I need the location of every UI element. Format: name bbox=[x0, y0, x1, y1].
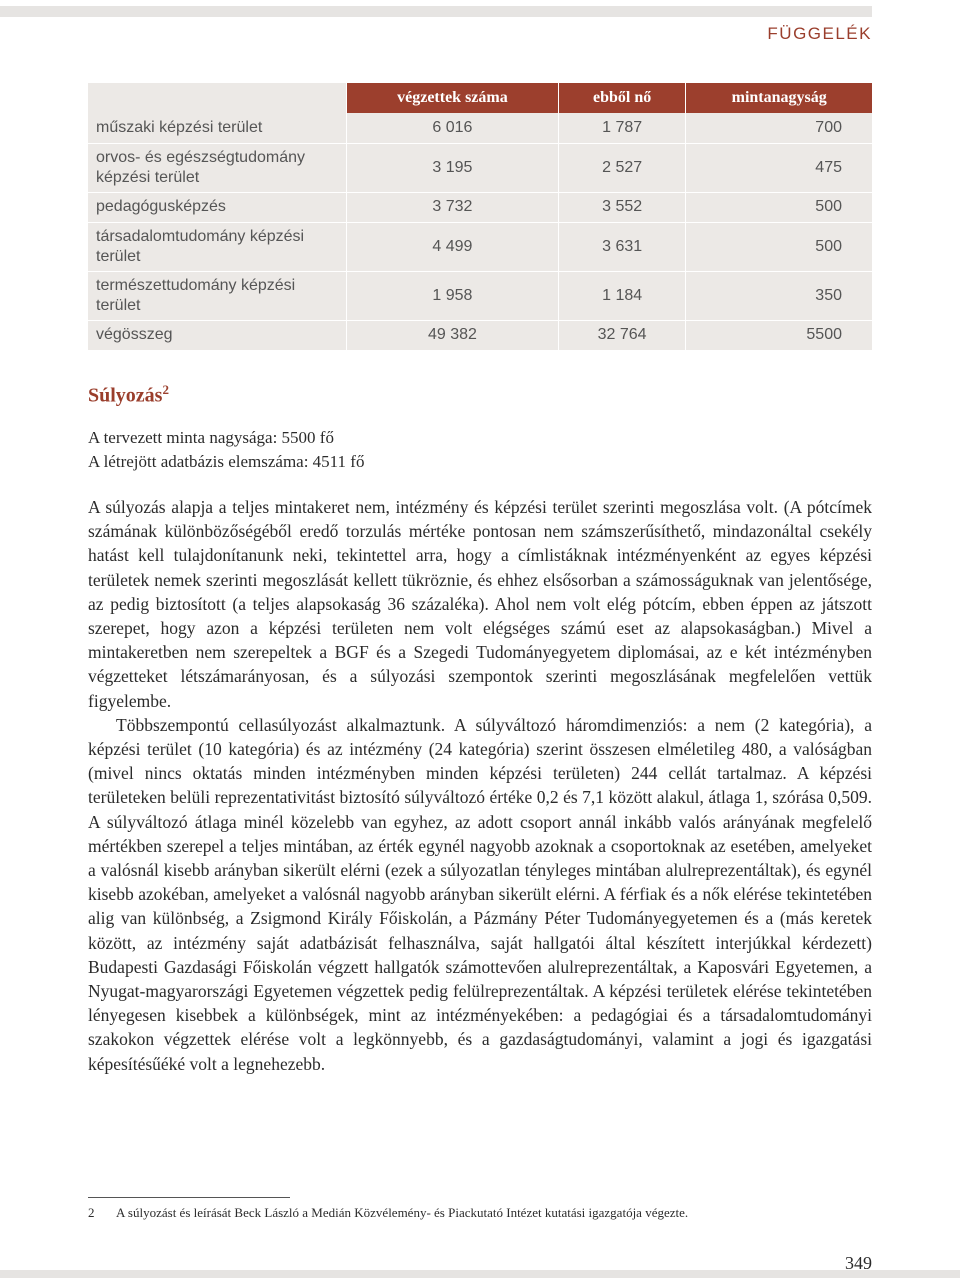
cell-vegzettek: 49 382 bbox=[347, 320, 559, 350]
cell-minta: 500 bbox=[686, 192, 872, 222]
row-label: végösszeg bbox=[88, 320, 347, 350]
statistics-table bbox=[88, 83, 872, 350]
row-label: társadalomtudomány képzési terület bbox=[88, 222, 347, 271]
table-header-row bbox=[88, 83, 872, 113]
cell-minta: 5500 bbox=[686, 320, 872, 350]
footnote-text: A súlyozást és leírását Beck László a Medián Közvélemény- és Piackutató Intézet kutatási igazgatója végezte. bbox=[116, 1205, 689, 1220]
table-header-minta: mintanagyság bbox=[686, 83, 872, 113]
row-label: orvos- és egészségtudomány képzési terület bbox=[88, 143, 347, 192]
cell-vegzettek: 6 016 bbox=[347, 113, 559, 143]
table-row bbox=[88, 113, 872, 143]
row-label: pedagógusképzés bbox=[88, 192, 347, 222]
table-row bbox=[88, 143, 872, 192]
section-title-text: Súlyozás bbox=[88, 384, 163, 407]
cell-vegzettek: 4 499 bbox=[347, 222, 559, 271]
footnote-number: 2 bbox=[88, 1205, 95, 1220]
running-header: FÜGGELÉK bbox=[767, 24, 872, 43]
table-row bbox=[88, 271, 872, 320]
cell-no: 1 787 bbox=[558, 113, 686, 143]
row-label: műszaki képzési terület bbox=[88, 113, 347, 143]
cell-minta: 350 bbox=[686, 271, 872, 320]
footnote-ref: 2 bbox=[162, 382, 169, 397]
cell-minta: 475 bbox=[686, 143, 872, 192]
cell-minta: 700 bbox=[686, 113, 872, 143]
top-bar bbox=[0, 6, 872, 17]
row-label: természettudomány képzési terület bbox=[88, 271, 347, 320]
paragraph: A súlyozás alapja a teljes mintakeret nem, intézmény és képzési terület szerinti megoszlása volt. (A pótcímek számának különbözőségéből eredő torzulás mértéke pontosan nem számszerűsíthető, mindazonáltal csekély hatást kell tulajdonítanunk neki, tekintettel arra, hogy a címlistáknak intézményenként az egyes képzési területek nemek szerinti megoszlását kellett tükröznie, és ehhez elsősorban a számosságuknak van jelentősége, az pedig biztosított (a teljes alapsokaság 36 százaléka). Ahol nem volt elég pótcím, ebben éppen az játszott szerepet, hogy azon a képzési területen nem volt elégséges számú eset az alapsokaságban.) Mivel a mintakeretben nem szerepeltek a BGF és a Szegedi Tudományegyetem diplomásai, az e két intézményben végzetteket létszámarányosan, és a súlyozási szempontok szerinti megoszlásának megfelelően vettük figyelembe. bbox=[88, 497, 872, 711]
table-header-vegzettek: végzettek száma bbox=[347, 83, 559, 113]
footnote-divider bbox=[88, 1197, 290, 1198]
cell-no: 3 631 bbox=[558, 222, 686, 271]
cell-no: 1 184 bbox=[558, 271, 686, 320]
cell-vegzettek: 1 958 bbox=[347, 271, 559, 320]
bottom-bar bbox=[0, 1270, 960, 1278]
cell-vegzettek: 3 732 bbox=[347, 192, 559, 222]
section-title bbox=[88, 382, 169, 408]
table-header-empty bbox=[88, 83, 347, 113]
cell-vegzettek: 3 195 bbox=[347, 143, 559, 192]
table-row bbox=[88, 192, 872, 222]
table-header-no: ebből nő bbox=[558, 83, 686, 113]
planned-sample-size: A tervezett minta nagysága: 5500 fő bbox=[88, 428, 334, 447]
body-text bbox=[88, 495, 872, 1076]
actual-sample-size: A létrejött adatbázis elemszáma: 4511 fő bbox=[88, 452, 365, 471]
table-row bbox=[88, 222, 872, 271]
table-total-row bbox=[88, 320, 872, 350]
paragraph: Többszempontú cellasúlyozást alkalmaztunk. A súlyváltozó háromdimenziós: a nem (2 kategória), a képzési terület (10 kategória) és az intézmény (24 kategória) szerint összesen elméletileg 480, a valóságban (mivel nincs oktatás minden intézményben minden képzési területen) 244 cellát tartalmaz. A képzési területeken belüli reprezentativitást biztosító súlyváltozó értéke 0,2 és 7,1 között alakul, átlaga 1, szórása 0,509. A súlyváltozó átlaga minél közelebb van egyhez, az adott csoport annál inkább valós arányának megfelelő mértékben szerepel a teljes mintában, az érték egynél nagyobb azoknak a csoportoknak az esetében, amelyeket a valósnál kisebb arányban sikerült elérni (ezek a súlyozatlan tényleges mintában alulreprezentáltak), és egynél kisebb azokéban, amelyeket a valósnál nagyobb arányban sikerült elérni. A férfiak és a nők elérése tekintetében alig van különbség, a Zsigmond Király Főiskolán, a Pázmány Péter Tudományegyetemen és a (más keretek között, az intézmény saját adatbázisát felhasználva, saját hallgatói által készített interjúkkal kérdezett) Budapesti Gazdasági Főiskolán végzett hallgatók számottevően alulreprezentáltak, a Kaposvári Egyetemen, a Nyugat-magyarországi Egyetemen végzettek pedig felülreprezentáltak. A képzési területek elérése tekintetében lényegesen kisebbek a különbségek, mint az intézményekében: a pedagógiai és a társadalomtudományi szakokon végzettek elérése volt a legkönnyebb, és a gazdaságtudományi, valamint a jogi és igazgatási képesítésűéké volt a legnehezebb. bbox=[88, 714, 872, 1074]
cell-minta: 500 bbox=[686, 222, 872, 271]
cell-no: 32 764 bbox=[558, 320, 686, 350]
cell-no: 2 527 bbox=[558, 143, 686, 192]
footnote bbox=[88, 1205, 688, 1221]
page-number: 349 bbox=[845, 1253, 872, 1273]
cell-no: 3 552 bbox=[558, 192, 686, 222]
